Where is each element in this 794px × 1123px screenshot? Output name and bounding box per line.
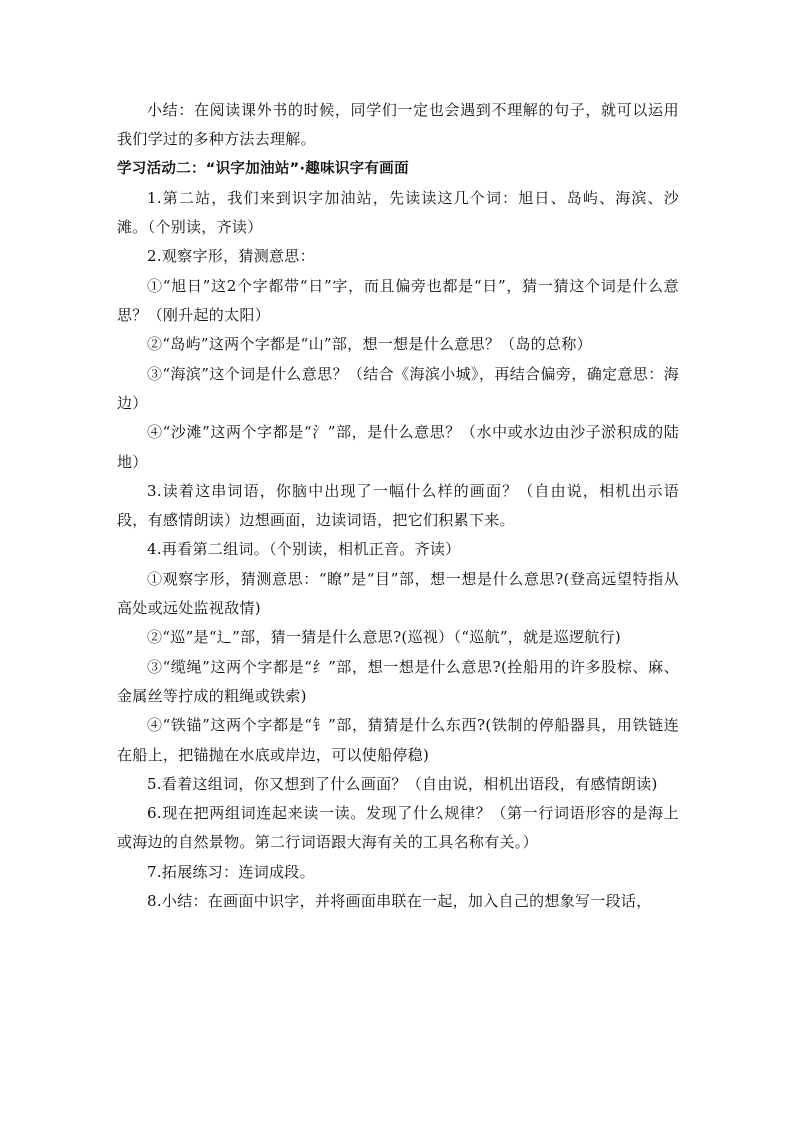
word-haibin-paragraph: ③“海滨”这个词是什么意思？（结合《海滨小城》，再结合偏旁，确定意思：海边）	[117, 364, 679, 412]
word-shatan-paragraph: ④“沙滩”这两个字都是“氵”部，是什么意思？（水中或水边由沙子淤积成的陆地）	[117, 423, 679, 471]
step-4-paragraph: 4.再看第二组词。（个别读，相机正音。齐读）	[147, 540, 461, 559]
step-7-paragraph: 7.拓展练习：连词成段。	[147, 862, 315, 881]
word-liao-paragraph: ①观察字形，猜测意思：“瞭”是“目”部，想一想是什么意思?(登高远望特指从高处或远处监视敌情)	[117, 569, 679, 618]
step-2-paragraph: 2.观察字形，猜测意思：	[147, 247, 315, 266]
step-3-paragraph: 3.读着这串词语，你脑中出现了一幅什么样的画面？（自由说，相机出示语段，有感情朗读）边想画面，边读词语，把它们积累下来。	[117, 481, 679, 530]
word-xuri-paragraph: ①“旭日”这2个字都带“日”字，而且偏旁也都是“日”，猜一猜这个词是什么意思？（刚升起的太阳）	[117, 276, 679, 325]
word-lansheng-paragraph: ③“缆绳”这两个字都是“纟”部，想一想是什么意思?(拴船用的许多股棕、麻、金属丝等拧成的粗绳或铁索)	[117, 657, 679, 705]
word-tiemao-paragraph: ④“铁锚”这两个字都是“钅”部，猜猜是什么东西?(铁制的停船器具，用铁链连在船上，把锚抛在水底或岸边，可以使船停稳)	[117, 716, 679, 764]
section-heading: 学习活动二：“识字加油站”·趣味识字有画面	[117, 160, 409, 177]
step-5-paragraph: 5.看着这组词，你又想到了什么画面？（自由说，相机出语段，有感情朗读)	[147, 774, 658, 793]
word-daoyu-paragraph: ②“岛屿”这两个字都是“山”部，想一想是什么意思？（岛的总称）	[147, 335, 592, 354]
step-6-paragraph: 6.现在把两组词连起来读一读。发现了什么规律？（第一行词语形容的是海上或海边的自然景物。第二行词语跟大海有关的工具名称有关。）	[117, 804, 679, 852]
document-page	[117, 96, 679, 916]
word-xun-paragraph: ②“巡”是“辶”部，猜一猜是什么意思?(巡视）（“巡航”，就是巡逻航行)	[147, 628, 622, 647]
step-8-paragraph: 8.小结：在画面中识字，并将画面串联在一起，加入自己的想象写一段话，	[147, 892, 652, 911]
summary-paragraph: 小结：在阅读课外书的时候，同学们一定也会遇到不理解的句子，就可以运用我们学过的多种方法去理解。	[117, 101, 679, 149]
step-1-paragraph: 1.第二站，我们来到识字加油站，先读读这几个词：旭日、岛屿、海滨、沙滩。（个别读，齐读）	[117, 188, 679, 237]
